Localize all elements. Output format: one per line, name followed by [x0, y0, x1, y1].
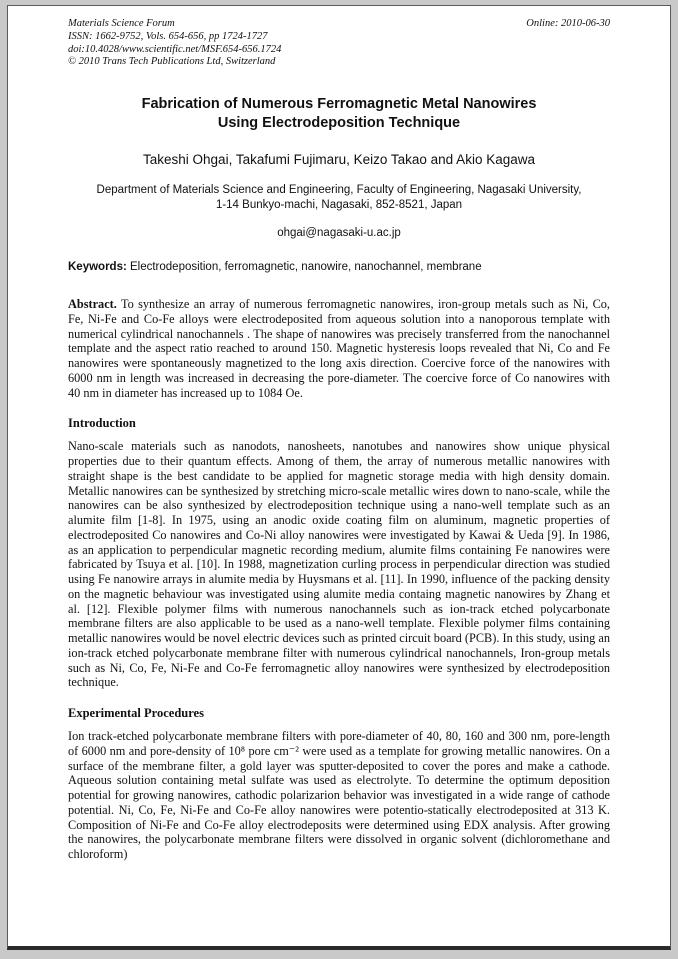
online-date: Online: 2010-06-30: [526, 18, 610, 29]
affiliation-line1: Department of Materials Science and Engineering, Faculty of Engineering, Nagasaki University,: [96, 184, 582, 197]
abstract-paragraph: [68, 297, 610, 400]
paper-title-line2: Using Electrodeposition Technique: [217, 114, 461, 131]
paper-page: [7, 5, 671, 950]
keywords-text: Electrodeposition, ferromagnetic, nanowire, nanochannel, membrane: [126, 261, 482, 274]
journal-info: [68, 18, 281, 69]
journal-name: Materials Science Forum: [68, 18, 175, 29]
affiliation: [68, 183, 610, 213]
journal-copyright-line: © 2010 Trans Tech Publications Ltd, Switzerland: [68, 56, 276, 68]
keywords-label: Keywords:: [68, 261, 127, 274]
keywords-line: [68, 261, 610, 273]
journal-doi-line: doi:10.4028/www.scientific.net/MSF.654-656.1724: [68, 43, 282, 55]
paper-title: [68, 95, 610, 132]
section-body-experimental-procedures: Ion track-etched polycarbonate membrane filters with pore-diameter of 40, 80, 160 and 300 nm, pore-length of 6000 nm and pore-density of 10⁸ pore cm⁻² were used as a template for growing metallic nanowires. On a surface of the membrane filter, a gold layer was sputter-deposited to cover the pores and make a cathode. Aqueous solution containing metal sulfate was used as electrolyte. To determine the optimum deposition potential for growing nanowires, cathodic polarizarion behavior was investigated in a wide range of cathode potential. Ni, Co, Fe, Ni-Fe and Co-Fe alloy nanowires were potentio-statically electrodeposited at 313 K. Composition of Ni-Fe and Co-Fe alloy electrodeposits were determined using EDX analysis. After growing the nanowires, the polycarbonate membrane filters were dissolved in organic solvent (dichloromethane and chloroform): [68, 729, 610, 862]
authors-line: Takeshi Ohgai, Takafumi Fujimaru, Keizo Takao and Akio Kagawa: [143, 152, 535, 168]
page-header: [68, 18, 610, 69]
abstract-text: To synthesize an array of numerous ferromagnetic nanowires, iron-group metals such as Ni, Co, Fe, Ni-Fe and Co-Fe alloys were electrodeposited from aqueous solution into a nanoporous template with numerical cylindrical nanochannels . The shape of nanowires was precisely transferred from the nanochannel template and the aspect ratio reached to around 150. Magnetic hysteresis loops revealed that Ni, Co and Fe nanowires were spontaneously magnetized to the long axis direction. Coercive force of the nanowires with 6000 nm in length was increased in decreasing the pore-diameter. The coercive force of Co nanowires with 40 nm in diameter has increased up to 1084 Oe.: [68, 297, 610, 400]
section-body-introduction: Nano-scale materials such as nanodots, nanosheets, nanotubes and nanowires show unique physical properties due to their quantum effects. Among of them, the array of numerous metallic nanowires with straight shape is the best candidate to be applied for magnetic storage media with high density domain. Metallic nanowires can be synthesized by stretching micro-scale metallic wires down to nano-scale, while the nanowires can be also synthesized by electrodeposition technique using a nano-well template such as an alumite film [1-8]. In 1975, using an anodic oxide coating film on aluminum, magnetic properties of electrodeposited Co nanowires and Co-Ni alloy nanowires were investigated by Kawai & Ueda [9]. In 1986, as an application to perpendicular magnetic recording medium, alumite films containing Fe nanowires were fabricated by Tsuya et al. [10]. In 1988, magnetization curling process in perpendicular direction was studied using Fe nanowire arrays in alumite media by Huysmans et al. [11]. In 1990, influence of the packing density on the magnetic behaviour was investigated using alumite media containg magnetic nanowires by Zhang et al. [12]. Flexible polymer films with numerous nanochannels such as ion-track etched polycarbonate membrane filters are also applicable to be used as a nano-well template. Flexible polymer films containing metallic nanowires would be novel electric devices such as printed circuit board (PCB). In this study, using an ion-track etched polycarbonate membrane filter with numerous cylindrical nanochannels, Iron-group metals such as Ni, Co, Fe, Ni-Fe and Co-Fe ferromagnetic alloy nanowires were synthesized by electrodeposition technique.: [68, 439, 610, 690]
contact-email: ohgai@nagasaki-u.ac.jp: [277, 227, 401, 240]
abstract-label: Abstract.: [68, 297, 117, 312]
paper-title-line1: Fabrication of Numerous Ferromagnetic Metal Nanowires: [141, 96, 537, 113]
affiliation-line2: 1-14 Bunkyo-machi, Nagasaki, 852-8521, Japan: [215, 199, 463, 212]
section-heading-experimental-procedures: Experimental Procedures: [68, 706, 204, 721]
journal-issn-line: ISSN: 1662-9752, Vols. 654-656, pp 1724-1727: [68, 30, 268, 42]
section-heading-introduction: Introduction: [68, 416, 136, 431]
